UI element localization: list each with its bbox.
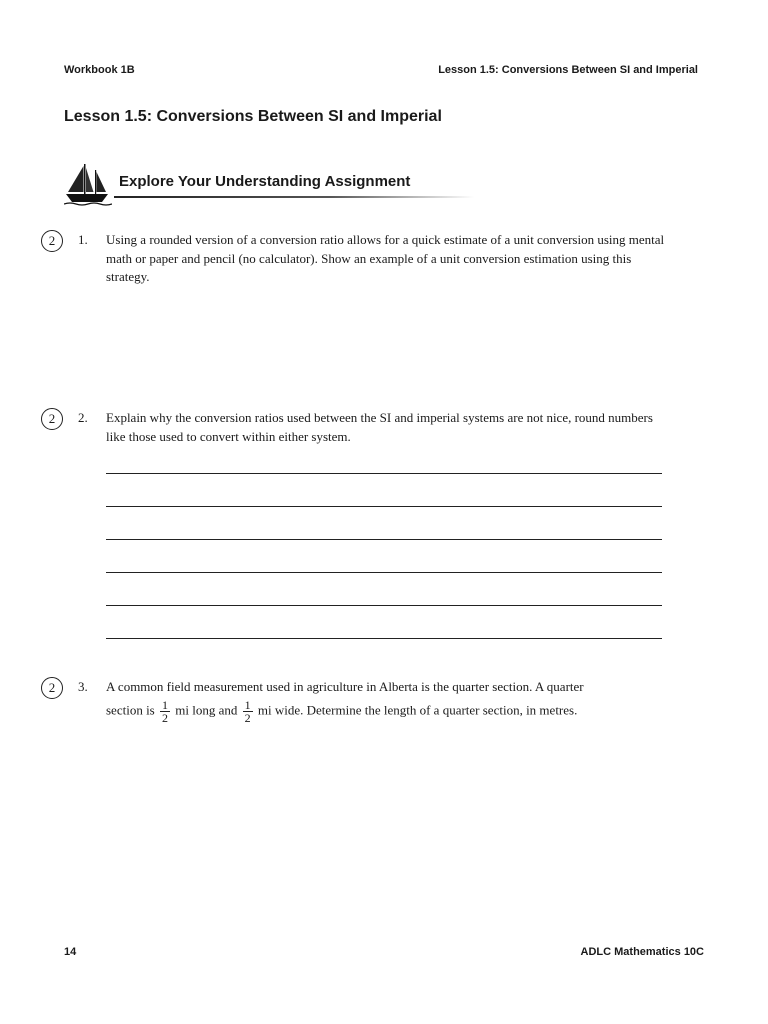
header-workbook: Workbook 1B bbox=[64, 64, 135, 76]
question-3-text-part2: mi long and bbox=[175, 701, 238, 717]
section-title: Explore Your Understanding Assignment bbox=[119, 173, 411, 190]
answer-line[interactable] bbox=[106, 572, 662, 573]
page-number: 14 bbox=[64, 946, 77, 958]
question-number-1: 1. bbox=[78, 232, 88, 247]
answer-line[interactable] bbox=[106, 605, 662, 606]
fraction-one-half: $\frac{1}{2}$ bbox=[244, 697, 251, 725]
question-3-line-1: A common field measurement used in agriculture in Alberta is the quarter section. A quarter bbox=[106, 679, 584, 694]
answer-line[interactable] bbox=[106, 473, 662, 474]
marks-badge-q2: 2 bbox=[41, 408, 63, 430]
marks-badge-q1: 2 bbox=[41, 230, 63, 252]
sailboat-icon bbox=[64, 160, 112, 208]
marks-badge-q3: 2 bbox=[41, 677, 63, 699]
answer-line[interactable] bbox=[106, 638, 662, 639]
fraction-one-half: $\frac{1}{2}$ bbox=[162, 697, 168, 725]
footer-course: ADLC Mathematics 10C bbox=[580, 946, 704, 958]
section-banner bbox=[64, 160, 474, 208]
question-number-3: 3. bbox=[78, 679, 88, 694]
question-3-text-part1: section is bbox=[106, 701, 155, 717]
lesson-title: Lesson 1.5: Conversions Between SI and Imperial bbox=[64, 108, 442, 125]
banner-underline bbox=[114, 196, 474, 198]
question-number-2: 2. bbox=[78, 410, 88, 425]
header-lesson: Lesson 1.5: Conversions Between SI and Imperial bbox=[438, 64, 698, 76]
question-text-1: Using a rounded version of a conversion ratio allows for a quick estimate of a unit conversion using mental math or paper and pencil (no calculator). Show an example of a unit conversion estimation using this strategy. bbox=[106, 232, 665, 284]
question-3-text-part3: mi wide. Determine the length of a quarter section, in metres. bbox=[257, 701, 578, 717]
question-text-3 bbox=[106, 678, 666, 724]
answer-line[interactable] bbox=[106, 539, 662, 540]
question-text-2: Explain why the conversion ratios used between the SI and imperial systems are not nice, round numbers like those used to convert within either system. bbox=[106, 410, 653, 444]
answer-line[interactable] bbox=[106, 506, 662, 507]
question-3-line-2 bbox=[106, 699, 666, 724]
